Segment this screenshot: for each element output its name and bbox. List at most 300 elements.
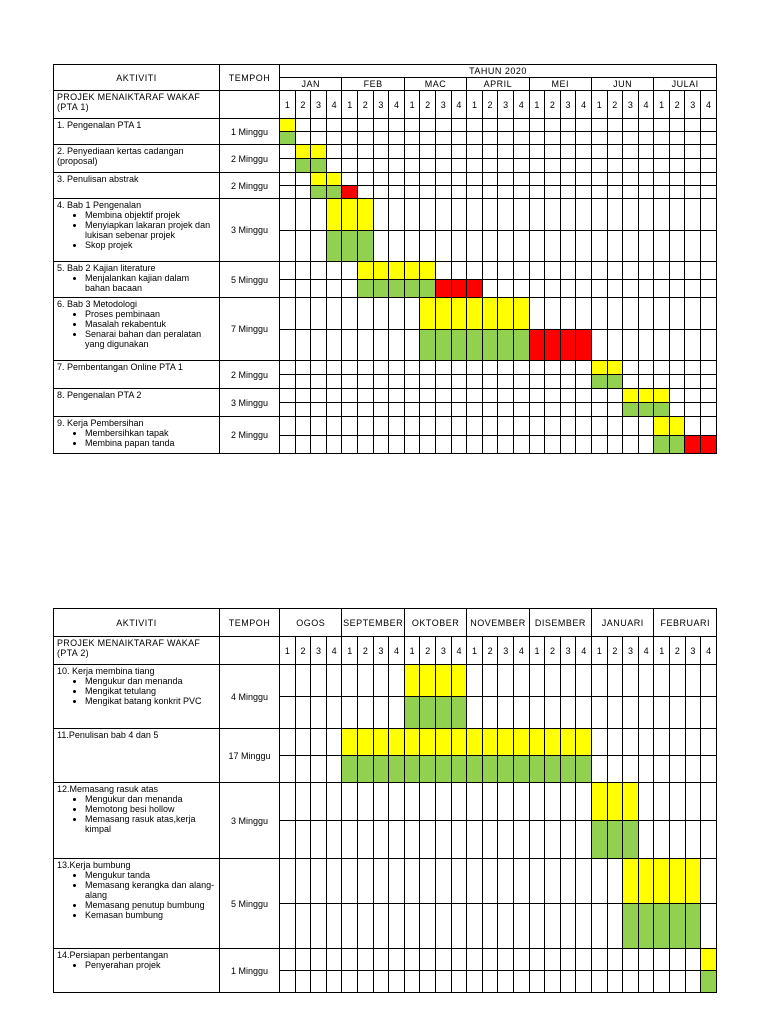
gantt-cell bbox=[685, 330, 701, 361]
gantt-cell-actual bbox=[404, 697, 420, 729]
gantt-cell bbox=[514, 783, 530, 821]
gantt-cell bbox=[529, 159, 545, 173]
gantt-cell bbox=[420, 173, 436, 186]
gantt-cell bbox=[404, 186, 420, 199]
gantt-cell bbox=[389, 971, 405, 993]
gantt-cell-planned bbox=[342, 729, 358, 756]
gantt-cell bbox=[654, 821, 670, 859]
week-number: 3 bbox=[311, 91, 327, 119]
gantt-cell bbox=[435, 186, 451, 199]
gantt-cell bbox=[358, 361, 374, 375]
gantt-cell bbox=[311, 389, 327, 403]
gantt-cell bbox=[545, 361, 561, 375]
gantt-cell bbox=[451, 145, 467, 159]
gantt-cell bbox=[280, 417, 296, 436]
gantt-cell-actual bbox=[342, 231, 358, 262]
gantt-cell bbox=[623, 330, 639, 361]
gantt-cell bbox=[295, 971, 311, 993]
gantt-cell bbox=[342, 403, 358, 417]
gantt-cell-planned bbox=[326, 199, 342, 231]
gantt-cell bbox=[623, 173, 639, 186]
gantt-cell bbox=[669, 298, 685, 330]
activity-cell bbox=[54, 783, 220, 859]
gantt-cell bbox=[342, 280, 358, 298]
gantt-cell bbox=[701, 262, 717, 280]
gantt-cell bbox=[342, 949, 358, 971]
activity-duration: 1 Minggu bbox=[220, 119, 280, 145]
gantt-cell-planned bbox=[311, 173, 327, 186]
gantt-cell bbox=[545, 403, 561, 417]
gantt-cell bbox=[280, 186, 296, 199]
gantt-cell bbox=[420, 417, 436, 436]
gantt-cell bbox=[654, 119, 670, 132]
gantt-cell bbox=[623, 199, 639, 231]
gantt-cell bbox=[545, 132, 561, 145]
gantt-cell bbox=[669, 262, 685, 280]
gantt-cell bbox=[280, 949, 296, 971]
gantt-cell bbox=[482, 971, 498, 993]
week-number: 1 bbox=[654, 91, 670, 119]
gantt-cell-delay bbox=[560, 330, 576, 361]
gantt-cell bbox=[498, 417, 514, 436]
gantt-cell bbox=[591, 330, 607, 361]
gantt-cell bbox=[701, 756, 717, 783]
gantt-cell bbox=[670, 971, 686, 993]
gantt-cell bbox=[420, 403, 436, 417]
gantt-cell bbox=[529, 145, 545, 159]
gantt-cell bbox=[685, 403, 701, 417]
gantt-cell bbox=[311, 375, 327, 389]
subtask-item: • Mengukur dan menanda bbox=[85, 676, 216, 686]
gantt-cell bbox=[529, 132, 545, 145]
gantt-cell bbox=[654, 729, 670, 756]
gantt-cell bbox=[326, 132, 342, 145]
activity-cell bbox=[54, 199, 220, 262]
gantt-cell bbox=[389, 119, 405, 132]
gantt-cell bbox=[295, 665, 311, 697]
gantt-cell bbox=[498, 132, 514, 145]
gantt-cell bbox=[373, 159, 389, 173]
gantt-cell-planned bbox=[420, 729, 436, 756]
gantt-cell bbox=[701, 199, 717, 231]
gantt-cell bbox=[623, 665, 639, 697]
gantt-cell bbox=[529, 971, 545, 993]
gantt-cell bbox=[669, 199, 685, 231]
activity-duration: 4 Minggu bbox=[220, 665, 280, 729]
subtask-item: • Memasang kerangka dan alang-alang bbox=[85, 880, 216, 900]
gantt-cell bbox=[607, 145, 623, 159]
gantt-cell bbox=[685, 821, 701, 859]
gantt-cell bbox=[482, 697, 498, 729]
gantt-cell bbox=[280, 173, 296, 186]
gantt-cell bbox=[373, 132, 389, 145]
gantt-cell bbox=[280, 298, 296, 330]
gantt-cell bbox=[295, 403, 311, 417]
gantt-cell bbox=[545, 298, 561, 330]
gantt-cell bbox=[435, 173, 451, 186]
gantt-cell-planned bbox=[358, 262, 374, 280]
gantt-cell bbox=[638, 783, 654, 821]
gantt-cell bbox=[576, 361, 592, 375]
gantt-cell bbox=[482, 280, 498, 298]
gantt-cell bbox=[342, 389, 358, 403]
gantt-cell bbox=[701, 145, 717, 159]
gantt-cell bbox=[373, 298, 389, 330]
gantt-cell bbox=[451, 971, 467, 993]
gantt-cell-actual bbox=[358, 756, 374, 783]
gantt-cell bbox=[591, 145, 607, 159]
gantt-cell bbox=[389, 330, 405, 361]
gantt-cell bbox=[435, 119, 451, 132]
gantt-cell bbox=[529, 298, 545, 330]
gantt-cell-planned bbox=[482, 729, 498, 756]
gantt-cell bbox=[311, 403, 327, 417]
gantt-cell bbox=[482, 389, 498, 403]
gantt-cell bbox=[545, 119, 561, 132]
gantt-cell bbox=[560, 375, 576, 389]
gantt-cell bbox=[623, 119, 639, 132]
header-activity: AKTIVITI bbox=[54, 65, 220, 91]
gantt-cell bbox=[638, 417, 654, 436]
gantt-cell-planned bbox=[404, 262, 420, 280]
gantt-cell bbox=[654, 361, 670, 375]
gantt-cell bbox=[701, 904, 717, 949]
gantt-cell bbox=[513, 262, 529, 280]
gantt-cell bbox=[701, 173, 717, 186]
subtask-item: • Masalah rekabentuk bbox=[85, 319, 216, 329]
gantt-cell-actual bbox=[545, 756, 561, 783]
gantt-cell-actual bbox=[482, 330, 498, 361]
gantt-cell bbox=[358, 298, 374, 330]
gantt-cell bbox=[498, 119, 514, 132]
gantt-cell bbox=[592, 859, 608, 904]
gantt-cell bbox=[389, 173, 405, 186]
gantt-cell bbox=[607, 298, 623, 330]
gantt-cell-actual bbox=[420, 280, 436, 298]
gantt-cell bbox=[513, 389, 529, 403]
gantt-cell bbox=[295, 783, 311, 821]
subtask-item: • Mengikat batang konkrit PVC bbox=[85, 696, 216, 706]
gantt-cell bbox=[669, 132, 685, 145]
gantt-cell bbox=[592, 904, 608, 949]
gantt-cell-actual bbox=[638, 904, 654, 949]
gantt-cell bbox=[685, 665, 701, 697]
gantt-cell-actual bbox=[373, 756, 389, 783]
week-number: 1 bbox=[529, 91, 545, 119]
week-number: 3 bbox=[436, 637, 452, 665]
gantt-cell bbox=[638, 665, 654, 697]
subtask-item: • Memasang rasuk atas,kerja kimpal bbox=[85, 814, 216, 834]
gantt-cell bbox=[560, 262, 576, 280]
gantt-cell bbox=[420, 783, 436, 821]
gantt-cell bbox=[389, 145, 405, 159]
gantt-cell-planned bbox=[435, 298, 451, 330]
gantt-cell bbox=[467, 783, 483, 821]
gantt-cell bbox=[435, 159, 451, 173]
gantt-cell-actual bbox=[467, 330, 483, 361]
gantt-cell bbox=[685, 361, 701, 375]
gantt-cell bbox=[342, 375, 358, 389]
activity-cell bbox=[54, 145, 220, 173]
gantt-cell bbox=[623, 186, 639, 199]
gantt-cell bbox=[498, 231, 514, 262]
gantt-cell bbox=[591, 231, 607, 262]
activity-duration: 1 Minggu bbox=[220, 949, 280, 993]
gantt-cell bbox=[389, 697, 405, 729]
gantt-cell bbox=[482, 949, 498, 971]
gantt-cell-planned bbox=[326, 173, 342, 186]
gantt-cell bbox=[607, 280, 623, 298]
activity-cell bbox=[54, 729, 220, 783]
gantt-cell bbox=[467, 361, 483, 375]
gantt-cell bbox=[482, 361, 498, 375]
gantt-cell bbox=[545, 821, 561, 859]
month-header: APRIL bbox=[467, 78, 529, 91]
gantt-cell bbox=[311, 821, 327, 859]
gantt-cell bbox=[513, 403, 529, 417]
activity-duration: 2 Minggu bbox=[220, 417, 280, 454]
gantt-cell-actual bbox=[592, 821, 608, 859]
gantt-cell bbox=[436, 904, 452, 949]
gantt-cell-actual bbox=[498, 330, 514, 361]
gantt-cell bbox=[529, 665, 545, 697]
gantt-cell bbox=[311, 132, 327, 145]
activity-title: 14.Persiapan perbentangan bbox=[57, 950, 169, 960]
gantt-cell bbox=[514, 859, 530, 904]
gantt-cell bbox=[420, 375, 436, 389]
gantt-cell bbox=[482, 119, 498, 132]
week-number: 1 bbox=[404, 637, 420, 665]
gantt-cell bbox=[623, 145, 639, 159]
gantt-cell bbox=[467, 821, 483, 859]
gantt-cell-actual bbox=[373, 280, 389, 298]
gantt-cell-planned bbox=[389, 729, 405, 756]
gantt-cell bbox=[685, 298, 701, 330]
gantt-cell bbox=[654, 949, 670, 971]
gantt-cell bbox=[311, 330, 327, 361]
activity-title: 13.Kerja bumbung bbox=[57, 860, 131, 870]
gantt-cell-planned bbox=[280, 119, 296, 132]
activity-subtasks bbox=[57, 870, 216, 920]
activity-subtasks bbox=[57, 428, 216, 448]
gantt-cell bbox=[420, 186, 436, 199]
gantt-cell bbox=[326, 417, 342, 436]
gantt-cell-actual bbox=[451, 756, 467, 783]
week-number: 2 bbox=[670, 637, 686, 665]
gantt-cell-planned bbox=[373, 729, 389, 756]
month-header: FEBRUARI bbox=[654, 609, 717, 637]
gantt-cell-planned bbox=[467, 298, 483, 330]
gantt-cell bbox=[638, 132, 654, 145]
gantt-cell bbox=[607, 949, 623, 971]
gantt-cell bbox=[436, 949, 452, 971]
gantt-cell bbox=[404, 904, 420, 949]
week-number: 4 bbox=[576, 91, 592, 119]
gantt-cell bbox=[451, 821, 467, 859]
gantt-cell bbox=[311, 904, 327, 949]
gantt-cell bbox=[701, 298, 717, 330]
week-number: 4 bbox=[701, 91, 717, 119]
gantt-cell bbox=[358, 665, 374, 697]
subtask-item: • Proses pembinaan bbox=[85, 309, 216, 319]
week-number: 2 bbox=[482, 637, 498, 665]
gantt-cell-delay bbox=[467, 280, 483, 298]
gantt-cell bbox=[358, 859, 374, 904]
month-header: FEB bbox=[342, 78, 404, 91]
gantt-cell bbox=[451, 119, 467, 132]
gantt-cell bbox=[435, 361, 451, 375]
gantt-cell-planned bbox=[669, 417, 685, 436]
activity-cell bbox=[54, 119, 220, 145]
gantt-cell bbox=[685, 697, 701, 729]
gantt-cell bbox=[545, 971, 561, 993]
gantt-cell bbox=[451, 159, 467, 173]
gantt-cell bbox=[701, 729, 717, 756]
gantt-cell-planned bbox=[342, 199, 358, 231]
gantt-cell bbox=[295, 756, 311, 783]
gantt-cell bbox=[326, 949, 342, 971]
gantt-cell bbox=[607, 859, 623, 904]
gantt-cell bbox=[326, 389, 342, 403]
gantt-cell bbox=[607, 186, 623, 199]
gantt-cell bbox=[342, 697, 358, 729]
gantt-cell bbox=[513, 186, 529, 199]
gantt-cell bbox=[404, 119, 420, 132]
gantt-cell bbox=[311, 280, 327, 298]
gantt-cell bbox=[513, 132, 529, 145]
gantt-cell bbox=[451, 389, 467, 403]
gantt-cell-planned bbox=[420, 262, 436, 280]
gantt-cell bbox=[576, 262, 592, 280]
gantt-cell bbox=[591, 262, 607, 280]
week-number: 2 bbox=[358, 91, 374, 119]
gantt-cell-delay bbox=[342, 186, 358, 199]
gantt-cell-actual bbox=[701, 971, 717, 993]
gantt-cell bbox=[654, 665, 670, 697]
gantt-cell bbox=[701, 417, 717, 436]
gantt-cell-planned bbox=[513, 298, 529, 330]
gantt-cell bbox=[373, 665, 389, 697]
week-number: 2 bbox=[420, 637, 436, 665]
gantt-cell bbox=[638, 729, 654, 756]
gantt-cell bbox=[358, 159, 374, 173]
gantt-cell bbox=[280, 971, 296, 993]
activity-subtasks bbox=[57, 794, 216, 834]
activity-title: 10. Kerja membina tiang bbox=[57, 666, 155, 676]
gantt-cell bbox=[638, 697, 654, 729]
gantt-cell bbox=[701, 280, 717, 298]
gantt-cell bbox=[482, 436, 498, 454]
gantt-cell bbox=[591, 159, 607, 173]
gantt-cell bbox=[404, 971, 420, 993]
gantt-cell bbox=[654, 186, 670, 199]
gantt-cell bbox=[342, 665, 358, 697]
gantt-cell bbox=[498, 173, 514, 186]
gantt-cell-planned bbox=[451, 729, 467, 756]
gantt-cell bbox=[576, 173, 592, 186]
activity-duration: 3 Minggu bbox=[220, 783, 280, 859]
gantt-cell bbox=[685, 417, 701, 436]
gantt-cell bbox=[404, 783, 420, 821]
gantt-cell bbox=[513, 280, 529, 298]
gantt-cell bbox=[545, 389, 561, 403]
gantt-cell bbox=[373, 859, 389, 904]
gantt-cell bbox=[576, 971, 592, 993]
activity-subtasks bbox=[57, 309, 216, 349]
gantt-cell bbox=[670, 949, 686, 971]
subtask-item: • Mengukur dan menanda bbox=[85, 794, 216, 804]
gantt-cell bbox=[358, 375, 374, 389]
gantt-cell bbox=[280, 904, 296, 949]
gantt-cell bbox=[342, 145, 358, 159]
gantt-cell bbox=[389, 417, 405, 436]
gantt-cell bbox=[358, 783, 374, 821]
gantt-cell-planned bbox=[701, 949, 717, 971]
gantt-cell-actual bbox=[389, 756, 405, 783]
gantt-cell-actual bbox=[311, 159, 327, 173]
gantt-cell-actual bbox=[436, 697, 452, 729]
gantt-cell bbox=[358, 145, 374, 159]
gantt-cell bbox=[545, 697, 561, 729]
week-number: 3 bbox=[435, 91, 451, 119]
gantt-cell-planned bbox=[436, 665, 452, 697]
gantt-cell bbox=[358, 971, 374, 993]
gantt-cell bbox=[420, 949, 436, 971]
gantt-cell bbox=[295, 389, 311, 403]
gantt-cell bbox=[670, 665, 686, 697]
gantt-cell bbox=[451, 783, 467, 821]
gantt-cell-actual bbox=[420, 330, 436, 361]
gantt-cell bbox=[280, 231, 296, 262]
gantt-cell bbox=[435, 199, 451, 231]
gantt-cell bbox=[591, 199, 607, 231]
gantt-cell bbox=[467, 132, 483, 145]
gantt-cell bbox=[560, 417, 576, 436]
gantt-cell-planned bbox=[358, 199, 374, 231]
gantt-cell bbox=[389, 436, 405, 454]
gantt-cell bbox=[591, 186, 607, 199]
gantt-cell bbox=[404, 298, 420, 330]
month-header: DISEMBER bbox=[529, 609, 591, 637]
gantt-cell bbox=[373, 361, 389, 375]
gantt-cell bbox=[404, 145, 420, 159]
gantt-cell-actual bbox=[358, 280, 374, 298]
gantt-cell bbox=[420, 159, 436, 173]
gantt-cell bbox=[358, 697, 374, 729]
gantt-cell bbox=[623, 361, 639, 375]
gantt-cell bbox=[451, 231, 467, 262]
gantt-cell-actual bbox=[280, 132, 296, 145]
gantt-cell bbox=[295, 417, 311, 436]
gantt-cell bbox=[638, 231, 654, 262]
activity-cell bbox=[54, 859, 220, 949]
gantt-cell-planned bbox=[685, 859, 701, 904]
gantt-cell bbox=[342, 971, 358, 993]
gantt-cell bbox=[607, 389, 623, 403]
gantt-cell-actual bbox=[654, 904, 670, 949]
gantt-cell-planned bbox=[623, 859, 639, 904]
gantt-cell bbox=[436, 971, 452, 993]
gantt-cell bbox=[389, 403, 405, 417]
gantt-cell bbox=[280, 262, 296, 280]
gantt-cell bbox=[326, 436, 342, 454]
gantt-cell bbox=[498, 199, 514, 231]
gantt-cell-delay bbox=[451, 280, 467, 298]
gantt-cell bbox=[389, 375, 405, 389]
gantt-cell bbox=[280, 159, 296, 173]
gantt-cell bbox=[404, 417, 420, 436]
gantt-cell bbox=[420, 971, 436, 993]
